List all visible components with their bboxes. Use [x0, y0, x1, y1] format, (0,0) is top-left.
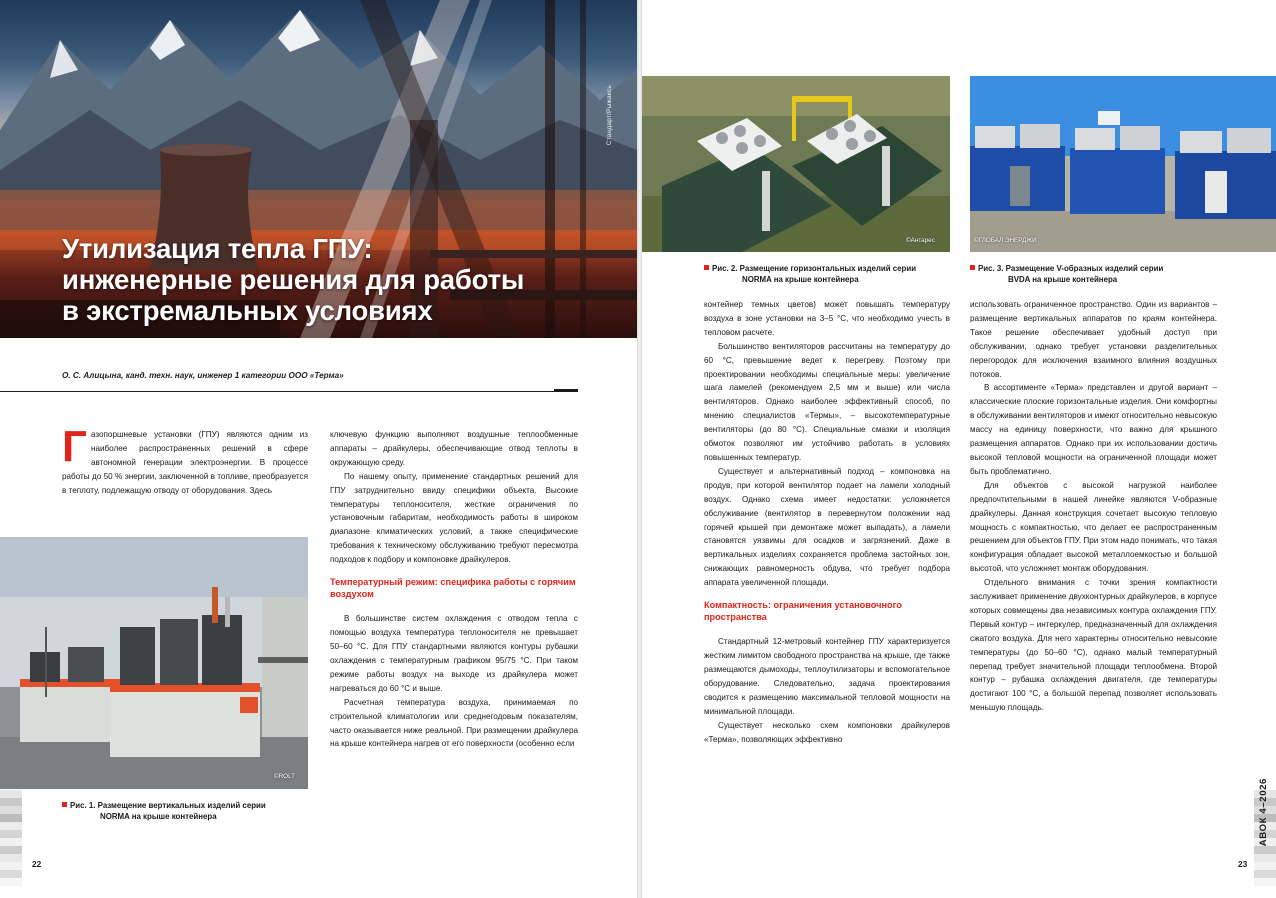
journal-running-head: АВОК 4–2026	[1258, 778, 1269, 847]
paragraph: Расчетная температура воздуха, принимаемая по строительной климатологии или среднегодовым показателям, часто оказывается ниже реальной. При размещении драйкулера на крыше контейнера нагрев от его поверхности (особенно если	[330, 697, 578, 749]
figure-1-caption-line-1: Рис. 1. Размещение вертикальных изделий серии	[70, 801, 266, 810]
paragraph: Стандартный 12-метровый контейнер ГПУ характеризуется жестким лимитом свободного пространства на крыше, где также размещаются дымоходы, теплоутилизаторы и вспомогательное оборудование. Следовательно, задача проектирования сводится к размещению максимальной тепловой мощности на минимальной площади.	[704, 637, 950, 716]
decorative-pixel-strip	[0, 790, 22, 886]
right-column-2	[970, 298, 1217, 715]
section-heading-temperature: Температурный режим: специфика работы с горячим воздухом	[330, 577, 576, 599]
hero-image	[0, 0, 637, 338]
drop-cap: Г	[62, 422, 87, 471]
caption-marker	[62, 802, 67, 807]
figure-2-photo	[642, 76, 950, 252]
paragraph: Существует несколько схем компоновки драйкулеров «Терма», позволяющих эффективно	[704, 720, 950, 744]
intro-text: азопоршневые установки (ГПУ) являются одним из наиболее распространенных решений в сфере автономной генерации электроэнергии. В процессе работы до 50 % энергии, заключенной в топливе, преобразуется в теплоту, подлежащую отводу от оборудования. Здесь	[62, 430, 308, 495]
figure-1-caption-line-2: NORMA на крыше контейнера	[100, 811, 217, 821]
figure-3-credit: ©ГЛОБАЛ ЭНЕРДЖИ	[974, 237, 1037, 244]
figure-1-credit: ©ROLT	[274, 773, 295, 780]
paragraph: Существует и альтернативный подход – компоновка на продув, при которой вентилятор подает на ламели холодный воздух. Однако схема имеет недостатки: усложняется обслуживание (вентилятор в перевернутом положении над горячей крышей при демонтаже может выпадать), а ламели становятся уязвимы для осадков и загрязнений. Даже в вертикальных изделиях сохраняется проблема застойных зон, снижающих равномерность обдува, что требует подбора аппарата увеличенной площади.	[704, 466, 950, 588]
author-name: О. С. Алицына	[62, 371, 122, 380]
page-number-right: 23	[1238, 859, 1248, 869]
right-page	[642, 0, 1276, 898]
caption-marker	[704, 265, 709, 270]
paragraph: Большинство вентиляторов рассчитаны на температуру до 60 °С, превышение ведет к перегреву. Поэтому при проектировании необходимы специальные меры: увеличение шага ламелей (рекомендуем 2,5 мм и выше) или числа вентиляторов. Однако наиболее эффективный способ, по мнению специалистов «Термы», – высокотемпературные вентиляторы (до 80 °С). Специальные смазки и изоляция обмоток позволяют им устойчиво работать в условиях повышенных температур.	[704, 341, 950, 462]
section-heading-compactness: Компактность: ограничения установочного пространства	[704, 600, 902, 622]
left-page	[0, 0, 637, 898]
intro-paragraph	[62, 422, 308, 498]
paragraph: использовать ограниченное пространство. Один из вариантов – размещение вертикальных аппаратов по краям контейнера. Такое решение обеспечивает удобный доступ при обслуживании, однако требует установки разделительных перегородок для исключения взаимного влияния воздушных потоков.	[970, 300, 1217, 379]
figure-3-caption-line-1: Рис. 3. Размещение V-образных изделий серии	[978, 264, 1164, 273]
hero-photo-credit: Стандарт/Рыжаксь	[606, 85, 613, 146]
figure-2-caption-line-1: Рис. 2. Размещение горизонтальных изделий серии	[712, 264, 917, 273]
figure-3-caption	[970, 264, 1163, 286]
caption-marker	[970, 265, 975, 270]
byline-rule-accent	[554, 389, 578, 392]
paragraph: В ассортименте «Терма» представлен и другой вариант – классические плоские горизонтальные изделия. Они комфортны в обслуживании вентиляторов и имеют относительно невысокую массу на единицу поверхности, что важно для крышного размещения аппаратов. Однако при их использовании достичь высокой тепловой мощности на ограниченной площади может быть проблематично.	[970, 383, 1217, 476]
figure-1-photo	[0, 537, 308, 789]
figure-2-illustration	[642, 76, 950, 252]
paragraph: В большинстве систем охлаждения с отводом тепла с помощью воздуха температура теплоносителя не превышает 50–60 °С. Для ГПУ стандартными являются контуры рубашки охлаждения с температурным графиком 95/75 °С. При таком режиме работы воздух на выходе из драйкулера может нагреваться до 60 °С и выше.	[330, 614, 578, 693]
figure-1-caption	[62, 801, 266, 823]
figure-3-caption-line-2: BVDA на крыше контейнера	[1008, 274, 1118, 284]
title-line-3: в экстремальных условиях	[62, 295, 433, 326]
author-credentials: , канд. техн. наук, инженер 1 категории ООО «Терма»	[121, 371, 344, 380]
paragraph: контейнер темных цветов) может повышать температуру воздуха в зоне установки на 3–5 °С, что необходимо учесть в тепловом расчете.	[704, 300, 950, 337]
figure-3-photo	[970, 76, 1276, 252]
article-title	[62, 233, 524, 326]
right-column-1	[704, 298, 950, 746]
title-line-1: Утилизация тепла ГПУ:	[62, 233, 373, 264]
paragraph: ключевую функцию выполняют воздушные теплообменные аппараты – драйкулеры, обеспечивающие отвод теплоты в окружающую среду.	[330, 430, 578, 467]
figure-1-illustration	[0, 537, 308, 789]
title-line-2: инженерные решения для работы	[62, 264, 525, 295]
figure-2-caption	[704, 264, 916, 286]
figure-2-credit: ©Антарес	[906, 237, 935, 244]
page-number-left: 22	[32, 859, 42, 869]
figure-2-caption-line-2: NORMA на крыше контейнера	[742, 274, 859, 284]
left-column-2	[330, 428, 578, 751]
byline-rule	[0, 391, 578, 392]
figure-3-illustration	[970, 76, 1276, 252]
paragraph: Для объектов с высокой нагрузкой наиболее предпочтительными в нашей линейке являются V-образные драйкулеры. Данная конструкция сочетает высокую тепловую мощность с компактностью, что делает ее распространенным решением для объектов ГПУ. При этом надо понимать, что такая конфигурация обладает высокой металлоемкостью и большой высотой, что усложняет монтаж оборудования.	[970, 480, 1217, 574]
paragraph: Отдельного внимания с точки зрения компактности заслуживает применение двухконтурных драйкулеров, в корпусе которых совмещены два независимых контура охлаждения ГПУ. Первый контур – интеркулер, предназначенный для охлаждения сжатого воздуха. Для него характерны относительно невысокие температуры (до 50–60 °С), однако малый температурный перепад требует значительной площади теплообмена. Второй контур – рубашка охлаждения двигателя, где температуры достигают 100 °С, а большой перепад позволяет использовать меньшую площадь.	[970, 578, 1217, 713]
paragraph: По нашему опыту, применение стандартных решений для ГПУ затруднительно ввиду специфики объекта. Высокие температуры теплоносителя, жесткие ограничения по установочным габаритам, необходимость работы в широком диапазоне климатических условий, а также специфические требования к техническому обслуживанию требуют пересмотра подходов к подбору и компоновке драйкулеров.	[330, 471, 578, 565]
author-byline	[62, 371, 344, 380]
